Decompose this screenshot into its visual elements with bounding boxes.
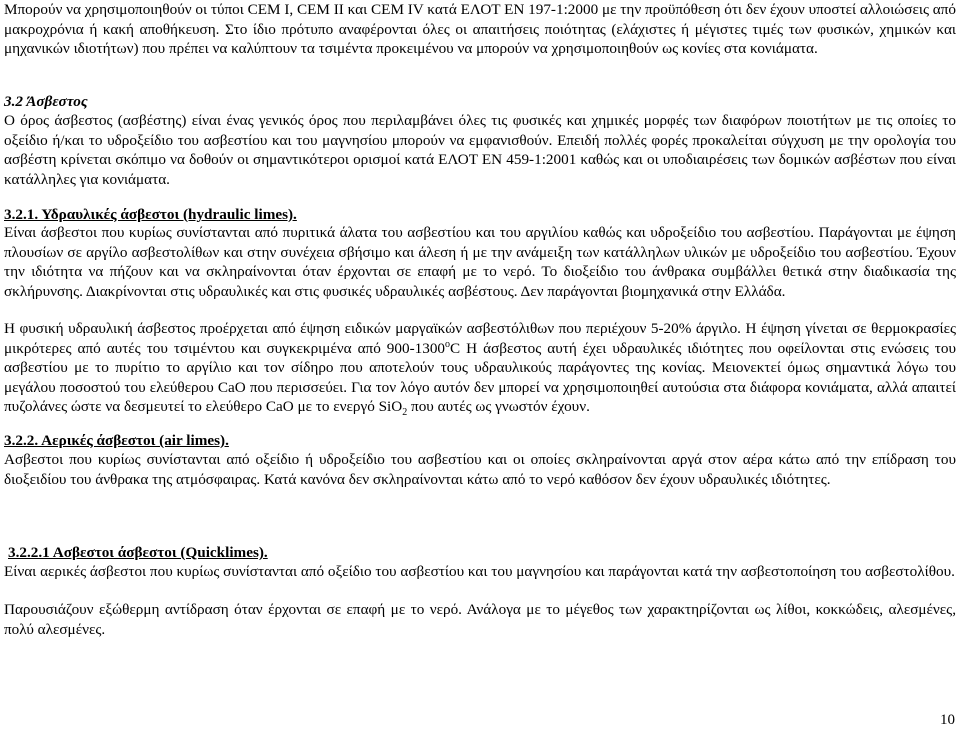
para2-part-c: που αυτές ως γνωστόν έχουν. — [407, 398, 590, 416]
section-3-2-heading: 3.2 Άσβεστος — [4, 93, 88, 110]
section-3-2-2-paragraph — [4, 450, 956, 489]
section-3-2-2-text: Ασβεστοι που κυρίως συνίστανται από οξείδιο ή υδροξείδιο του ασβεστίου και οι οποίες σκληραίνονται αργά στον αέρα κάτω από την επίδραση του διοξειδίου του άνθρακα της ατμόσφαιρας. Κατά κανόνα δεν σκληραίνονται κάτω από το νερό καθόσον δεν έχουν υδραυλικές ιδιότητες. — [4, 451, 956, 488]
section-3-2-text: Ο όρος άσβεστος (ασβέστης) είναι ένας γενικός όρος που περιλαμβάνει όλες τις φυσικές και χημικές μορφές των διαφόρων ποιοτήτων με τις οποίες το οξείδιο ή/και το υδροξείδιο του ασβεστίου και του μαγνησίου μπορούν να εμφανισθούν. Επειδή πολλές φορές προκαλείται σύγχυση με την ορολογία του ασβέστη κρίνεται σκόπιμο να δοθούν οι σημαντικότεροι ορισμοί κατά ΕΛΟΤ ΕΝ 459-1:2001 καθώς και οι υποδιαιρέσεις των δομικών ασβέστων που είναι κατάλληλες για κονιάματα. — [4, 112, 956, 188]
section-3-2-paragraph — [4, 111, 956, 189]
section-3-2-2-1-heading: 3.2.2.1 Ασβεστοι άσβεστοι (Quicklimes). — [8, 544, 268, 561]
section-3-2-2-heading: 3.2.2. Αερικές άσβεστοι (air limes). — [4, 432, 229, 449]
section-3-2-2-1-text-2: Παρουσιάζουν εξώθερμη αντίδραση όταν έρχονται σε επαφή με το νερό. Ανάλογα με το μέγεθος των χαρακτηρίζονται ως λίθοι, κοκκώδεις, αλεσμένες, πολύ αλεσμένες. — [4, 601, 956, 638]
section-3-2-1-paragraph-1 — [4, 223, 956, 301]
intro-paragraph — [4, 0, 956, 59]
sio2-subscript: 2 — [402, 407, 408, 419]
para2-part-a: Η φυσική υδραυλική άσβεστος προέρχεται από έψηση ειδικών μαργαϊκών ασβεστόλιθων που περιέχουν 5-20% άργιλο. Η έψηση γίνεται σε θερμοκρασίες μικρότερες από αυτές του τσιμέντου και συγκεκριμένα από 900-1300 — [4, 320, 956, 357]
para2-part-b: C Η άσβεστος αυτή έχει υδραυλικές ιδιότητες που οφείλονται στις ενώσεις του ασβεστίου με το πυρίτιο το αργίλιο και τον σίδηρο που αποτελούν τους υδραυλικούς παράγοντες της κονίας. Μειονεκτεί όμως σημαντικά λόγω του μεγάλου ποσοστού του ελεύθερου CaO που περισσεύει. Για τον λόγο αυτόν δεν μπορεί να χρησιμοποιηθεί αυτούσια στα διάφορα κονιάματα, αλλά απαιτεί πυζολάνες ώστε να δεσμευτεί το ελεύθερο CaO με το ενεργό SiO — [4, 339, 956, 416]
section-3-2-1-text-2 — [4, 319, 956, 417]
page-number: 10 — [940, 712, 955, 728]
section-3-2-2-1-text-1: Είναι αερικές άσβεστοι που κυρίως συνίστανται από οξείδιο του ασβεστίου και του μαγνησίου και παράγονται κατά την ασβεστοποίηση του ασβεστολίθου. — [4, 563, 955, 580]
section-3-2-1-paragraph-2 — [4, 319, 956, 417]
section-3-2-2-1-paragraph-2 — [4, 600, 956, 639]
section-3-2-1-text-1: Είναι άσβεστοι που κυρίως συνίστανται από πυριτικά άλατα του ασβεστίου και του αργιλίου καθώς και υδροξείδιο του ασβεστίου. Παράγονται με έψηση πλουσίων σε αργίλο ασβεστολίθων και στην συνέχεια σβήσιμο και άλεση ή με την ανάμειξη των κατάλληλων υλικών με υδροξείδιο του ασβεστίου. Έχουν την ιδιότητα να πήζουν και να σκληραίνονται όταν έρχονται σε επαφή με το νερό. Το διοξείδιο του άνθρακα συμβάλλει θετικά στην διαδικασία της σκλήρυνσης. Διακρίνονται στις υδραυλικές και στις φυσικές υδραυλικές ασβέστους. Δεν παράγονται βιομηχανικά στην Ελλάδα. — [4, 224, 956, 300]
degree-superscript: o — [445, 338, 451, 350]
section-3-2-2-1-paragraph-1 — [4, 562, 956, 582]
section-3-2-1-heading: 3.2.1. Υδραυλικές άσβεστοι (hydraulic limes). — [4, 206, 297, 223]
intro-text: Μπορούν να χρησιμοποιηθούν οι τύποι CEM I, CEM II και CEM IV κατά ΕΛΟΤ ΕΝ 197-1:2000 με την προϋπόθεση ότι δεν έχουν υποστεί αλλοιώσεις από μακροχρόνια ή κακή αποθήκευση. Στο ίδιο πρότυπο αναφέρονται όλες οι απαιτήσεις ποιότητας (ελάχιστες ή μέγιστες τιμές των φυσικών, χημικών και μηχανικών ιδιοτήτων) που πρέπει να καλύπτουν τα τσιμέντα προκειμένου να μπορούν να χρησιμοποιηθούν ως κονίες στα κονιάματα. — [4, 1, 956, 58]
